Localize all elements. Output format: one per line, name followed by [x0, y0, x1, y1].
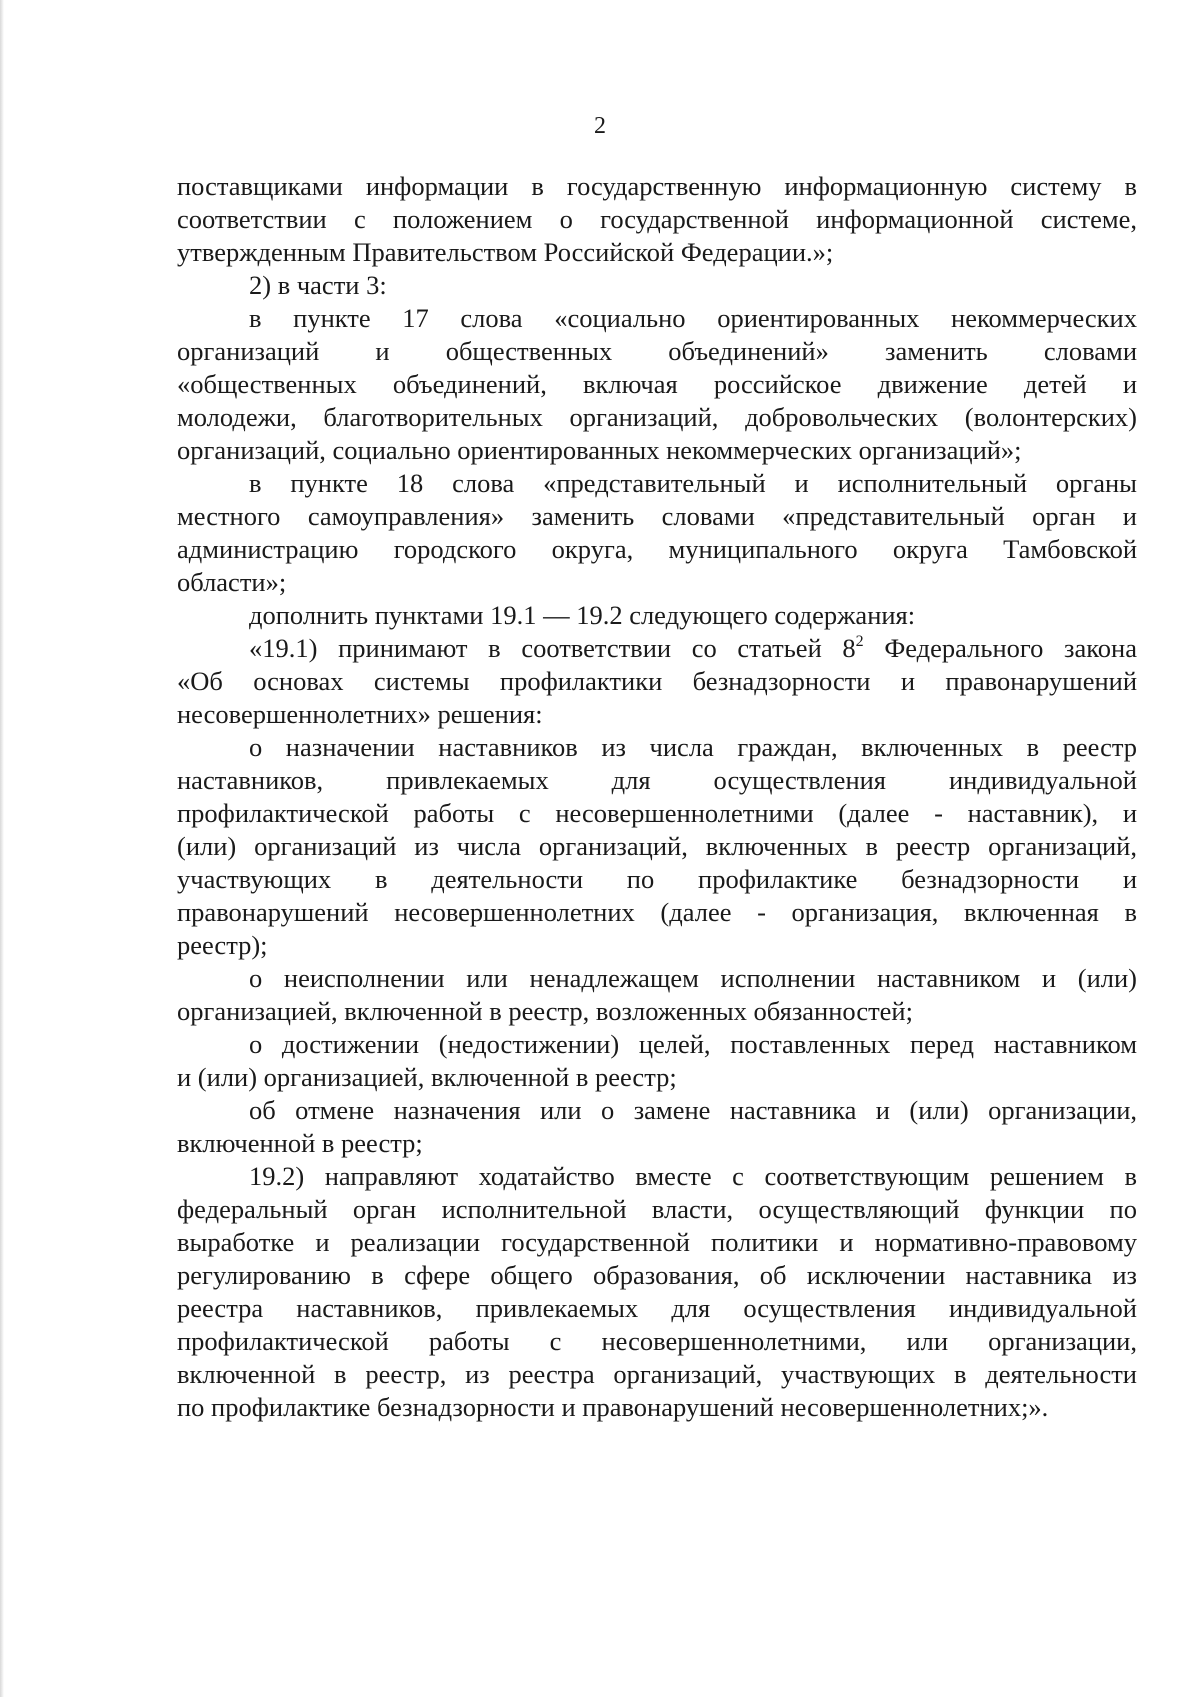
- text-line: в пункте 17 слова «социально ориентированных некоммерческих: [249, 303, 1137, 333]
- scan-edge-shadow: [0, 0, 4, 1697]
- text-line: (или) организаций из числа организаций, включенных в реестр организаций,: [177, 831, 1137, 861]
- text-line: в пункте 18 слова «представительный и исполнительный органы: [249, 468, 1137, 498]
- text-line: утвержденным Правительством Российской Федерации.»;: [177, 237, 834, 267]
- text-line: реестра наставников, привлекаемых для осуществления индивидуальной: [177, 1293, 1137, 1323]
- text-line: о неисполнении или ненадлежащем исполнении наставником и (или): [249, 963, 1137, 993]
- text-line: «Об основах системы профилактики безнадзорности и правонарушений: [177, 666, 1137, 696]
- text-line: по профилактике безнадзорности и правонарушений несовершеннолетних;».: [177, 1392, 1049, 1422]
- text-line: [177, 632, 1137, 665]
- text-line: выработке и реализации государственной политики и нормативно-правовому: [177, 1227, 1137, 1257]
- document-body: [177, 170, 1137, 1424]
- text-line: регулированию в сфере общего образования, об исключении наставника из: [177, 1260, 1137, 1290]
- text-line: реестр);: [177, 930, 268, 960]
- text-line: местного самоуправления» заменить словами «представительный орган и: [177, 501, 1137, 531]
- text-line: и (или) организацией, включенной в реестр;: [177, 1062, 677, 1092]
- text-line: «общественных объединений, включая российское движение детей и: [177, 369, 1137, 399]
- text-line-segment: Федерального закона: [863, 633, 1137, 663]
- text-line: включенной в реестр, из реестра организаций, участвующих в деятельности: [177, 1359, 1137, 1389]
- text-line: 19.2) направляют ходатайство вместе с соответствующим решением в: [249, 1161, 1137, 1191]
- text-line: организаций, социально ориентированных некоммерческих организаций»;: [177, 435, 1022, 465]
- text-line: администрацию городского округа, муниципального округа Тамбовской: [177, 534, 1137, 564]
- page-number: 2: [594, 113, 606, 139]
- text-line: 2) в части 3:: [249, 270, 387, 300]
- text-line: о назначении наставников из числа граждан, включенных в реестр: [249, 732, 1137, 762]
- text-line: включенной в реестр;: [177, 1128, 423, 1158]
- text-line: наставников, привлекаемых для осуществления индивидуальной: [177, 765, 1137, 795]
- text-line: профилактической работы с несовершеннолетними (далее - наставник), и: [177, 798, 1137, 828]
- text-line: организацией, включенной в реестр, возложенных обязанностей;: [177, 996, 913, 1026]
- text-line: федеральный орган исполнительной власти, осуществляющий функции по: [177, 1194, 1137, 1224]
- text-line: соответствии с положением о государственной информационной системе,: [177, 204, 1137, 234]
- text-line: правонарушений несовершеннолетних (далее - организация, включенная в: [177, 897, 1137, 927]
- text-line: об отмене назначения или о замене наставника и (или) организации,: [249, 1095, 1137, 1125]
- text-line: молодежи, благотворительных организаций, добровольческих (волонтерских): [177, 402, 1137, 432]
- text-line: организаций и общественных объединений» заменить словами: [177, 336, 1137, 366]
- text-line: о достижении (недостижении) целей, поставленных перед наставником: [249, 1029, 1137, 1059]
- text-line: профилактической работы с несовершеннолетними, или организации,: [177, 1326, 1137, 1356]
- text-line: поставщиками информации в государственную информационную систему в: [177, 171, 1137, 201]
- superscript: 2: [855, 633, 864, 650]
- text-line: дополнить пунктами 19.1 — 19.2 следующего содержания:: [249, 600, 916, 630]
- text-line-segment: «19.1) принимают в соответствии со статьей 8: [249, 633, 856, 663]
- text-line: участвующих в деятельности по профилактике безнадзорности и: [177, 864, 1137, 894]
- text-line: области»;: [177, 567, 287, 597]
- text-line: несовершеннолетних» решения:: [177, 699, 543, 729]
